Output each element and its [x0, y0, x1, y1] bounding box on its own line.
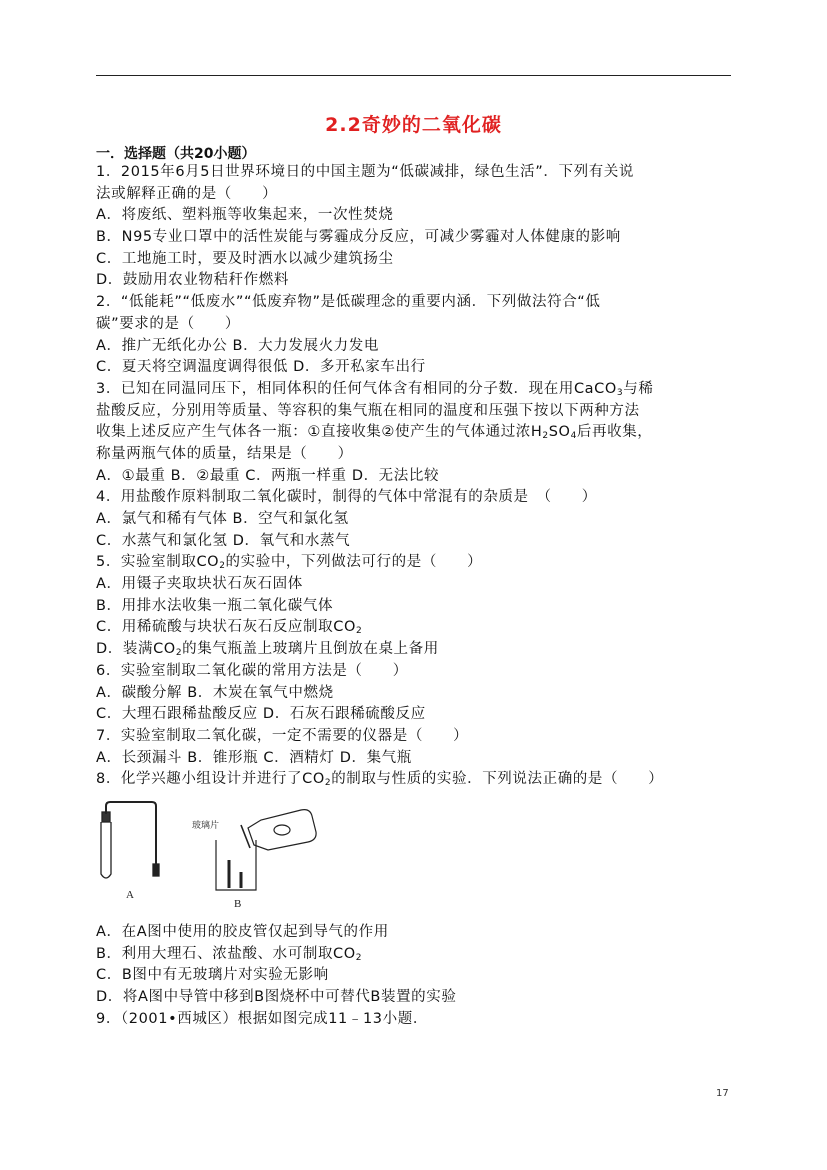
text-line: A．①最重 B．②最重 C．两瓶一样重 D．无法比较: [96, 467, 440, 484]
question-text: [96, 162, 736, 791]
delivery-tube: [106, 802, 156, 872]
page-title: 2.2奇妙的二氧化碳: [325, 114, 502, 136]
text-span: 与稀: [623, 380, 654, 397]
text-line: A．将废纸、塑料瓶等收集起来，一次性焚烧: [96, 207, 394, 224]
text-line: [96, 422, 736, 444]
text-span: 5．实验室制取: [96, 554, 197, 571]
text-line: A．长颈漏斗 B．锥形瓶 C．酒精灯 D．集气瓶: [96, 749, 412, 766]
figure-label-b: B: [234, 898, 242, 910]
text-line: A．碳酸分解 B．木炭在氧气中燃烧: [96, 684, 334, 701]
figure-label-glass: 玻璃片: [192, 821, 220, 831]
text-line: B．用排水法收集一瓶二氧化碳气体: [96, 597, 334, 614]
formula-subscript: 2: [355, 952, 363, 963]
text-line: A．用镊子夹取块状石灰石固体: [96, 576, 303, 593]
formula-subscript: 2: [355, 626, 363, 637]
formula-co2: CO: [333, 945, 356, 962]
text-line: [96, 639, 736, 661]
text-line: 4．用盐酸作原料制取二氧化碳时，制得的气体中常混有的杂质是 （ ）: [96, 489, 597, 506]
apparatus-figure: [96, 800, 396, 915]
formula-h2so4: H: [530, 424, 543, 441]
apparatus-b: [216, 810, 316, 890]
formula-subscript: 4: [570, 431, 577, 442]
text-line: C．水蒸气和氯化氢 D．氧气和水蒸气: [96, 532, 351, 549]
text-line: 7．实验室制取二氧化碳，一定不需要的仪器是（ ）: [96, 727, 469, 744]
text-line: 6．实验室制取二氧化碳的常用方法是（ ）: [96, 662, 408, 679]
text-line: [96, 379, 736, 401]
text-line: C．夏天将空调温度调得很低 D．多开私家车出行: [96, 359, 426, 376]
formula-co2: CO: [302, 771, 325, 788]
formula-subscript: 2: [324, 778, 332, 789]
text-span: 的实验中，下列做法可行的是（ ）: [225, 554, 483, 571]
formula-subscript: 2: [542, 431, 549, 442]
formula-subscript: 2: [175, 648, 183, 659]
text-line: C．B图中有无玻璃片对实验无影响: [96, 967, 329, 984]
section-heading: 一．选择题（共20小题）: [96, 146, 256, 162]
formula-subscript: 2: [219, 561, 226, 572]
text-line: [96, 769, 736, 791]
text-line: 碳”要求的是（ ）: [96, 315, 241, 332]
text-line: 2．“低能耗”“低废水”“低废弃物”是低碳理念的重要内涵．下列做法符合“低: [96, 294, 601, 311]
formula-h2so4: SO: [548, 424, 571, 441]
text-line: [96, 552, 736, 574]
formula-caco3: CaCO: [573, 380, 617, 397]
text-line: C．大理石跟稀盐酸反应 D．石灰石跟稀硫酸反应: [96, 706, 426, 723]
formula-subscript: 3: [616, 387, 624, 398]
text-span: 的集气瓶盖上玻璃片且倒放在桌上备用: [182, 641, 439, 658]
text-span: 的制取与性质的实验．下列说法正确的是（ ）: [331, 771, 664, 788]
apparatus-a: [101, 802, 159, 878]
formula-co2: CO: [153, 641, 176, 658]
text-line: 称量两瓶气体的质量，结果是（ ）: [96, 445, 353, 462]
formula-co2: CO: [333, 619, 356, 636]
question-text-after-figure: [96, 922, 736, 1030]
text-span: D．装满: [96, 641, 154, 658]
text-line: 法或解释正确的是（ ）: [96, 185, 278, 202]
text-line: B．N95专业口罩中的活性炭能与雾霾成分反应，可减少雾霾对人体健康的影响: [96, 229, 621, 246]
text-span: 8．化学兴趣小组设计并进行了: [96, 771, 303, 788]
text-line: 9．（2001•西城区）根据如图完成11﹣13小题．: [96, 1010, 428, 1027]
gas-bottle: [248, 810, 316, 850]
text-line: C．工地施工时，要及时洒水以减少建筑扬尘: [96, 250, 394, 267]
text-line: A．推广无纸化办公 B．大力发展火力发电: [96, 337, 379, 354]
text-span: 3．已知在同温同压下，相同体积的任何气体含有相同的分子数．现在用: [96, 380, 574, 397]
text-line: [96, 944, 736, 966]
text-line: A．在A图中使用的胶皮管仅起到导气的作用: [96, 924, 389, 940]
page-number: 17: [716, 1088, 729, 1099]
formula-co2: CO: [196, 554, 220, 571]
figure-label-a: A: [126, 889, 134, 901]
text-span: C．用稀硫酸与块状石灰石反应制取: [96, 619, 334, 636]
text-line: A．氯气和稀有气体 B．空气和氯化氢: [96, 511, 349, 527]
text-line: 1．2015年6月5日世界环境日的中国主题为“低碳减排，绿色生活”．下列有关说: [96, 164, 634, 180]
text-span: 后再收集，: [576, 424, 653, 441]
text-span: B．利用大理石、浓盐酸、水可制取: [96, 945, 334, 962]
text-line: 盐酸反应，分别用等质量、等容积的集气瓶在相同的温度和压强下按以下两种方法: [96, 402, 640, 419]
text-span: 收集上述反应产生气体各一瓶：①直接收集②使产生的气体通过浓: [96, 424, 531, 441]
text-line: [96, 617, 736, 639]
text-line: D．将A图中导管中移到B图烧杯中可替代B装置的实验: [96, 989, 457, 1006]
tube-end: [153, 864, 159, 876]
test-tube: [101, 822, 111, 878]
bottle-label: [274, 825, 290, 835]
header-rule: [96, 75, 731, 76]
text-line: D．鼓励用农业物秸秆作燃料: [96, 272, 289, 289]
